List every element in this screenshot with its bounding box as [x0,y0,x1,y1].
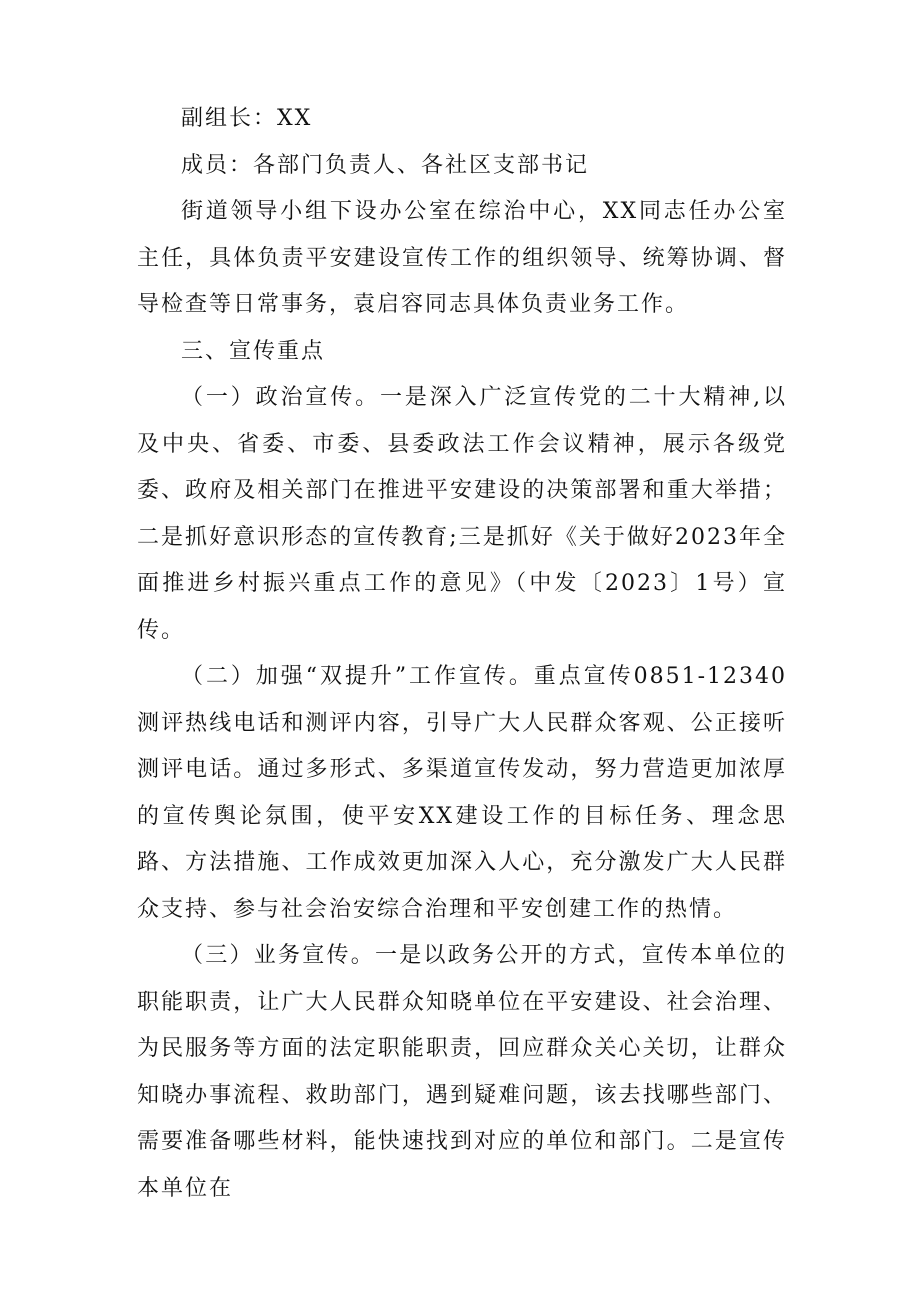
paragraph-double-improvement: （二）加强“双提升”工作宣传。重点宣传0851-12340测评热线电话和测评内容，引导广大人民群众客观、公正接听测评电话。通过多形式、多渠道宣传发动，努力营造更加浓厚的宣传舆论氛围，使平安XX建设工作的目标任务、理念思路、方法措施、工作成效更加深入人心，充分激发广大人民群众支持、参与社会治安综合治理和平安创建工作的热情。 [137,664,787,922]
paragraph-office: 街道领导小组下设办公室在综治中心，XX同志任办公室主任，具体负责平安建设宣传工作的组织领导、统筹协调、督导检查等日常事务，袁启容同志具体负责业务工作。 [137,199,787,317]
paragraph-business-publicity: （三）业务宣传。一是以政务公开的方式，宣传本单位的职能职责，让广大人民群众知晓单位在平安建设、社会治理、为民服务等方面的法定职能职责，回应群众关心关切，让群众知晓办事流程、救助部门，遇到疑难问题，该去找哪些部门、需要准备哪些材料，能快速找到对应的单位和部门。二是宣传本单位在 [137,943,787,1201]
paragraph-political-publicity: （一）政治宣传。一是深入广泛宣传党的二十大精神,以及中央、省委、市委、县委政法工作会议精神，展示各级党委、政府及相关部门在推进平安建设的决策部署和重大举措；二是抓好意识形态的宣传教育;三是抓好《关于做好2023年全面推进乡村振兴重点工作的意见》（中发〔2023〕1号）宣传。 [137,385,787,643]
document-body [137,96,787,1212]
paragraph-deputy-leader: 副组长：XX [181,106,313,131]
section-heading: 三、宣传重点 [181,338,326,364]
paragraph-members: 成员：各部门负责人、各社区支部书记 [181,152,590,178]
